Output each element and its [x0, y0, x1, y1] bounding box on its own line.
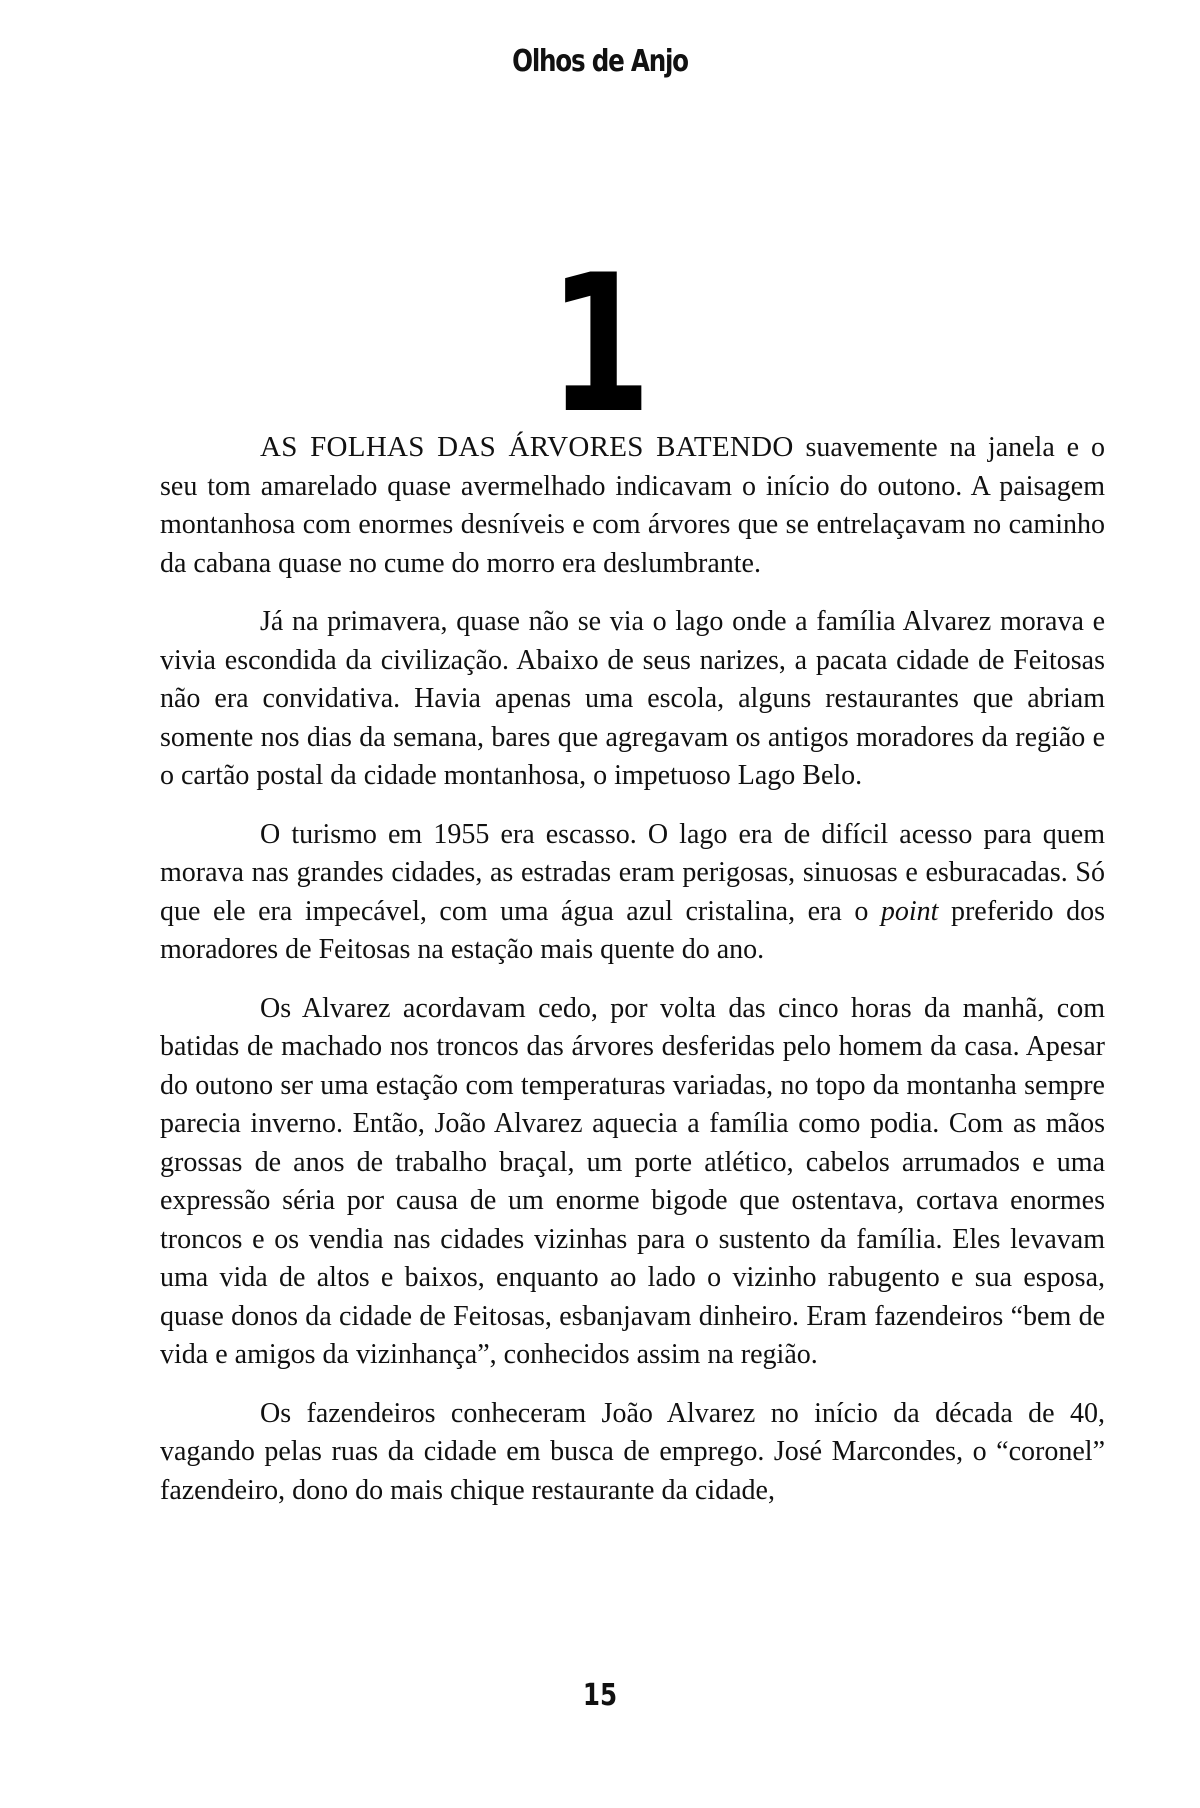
- page-number: 15: [582, 1678, 618, 1713]
- chapter-number: 1: [548, 234, 652, 455]
- paragraph: [160, 428, 1105, 583]
- paragraph: [160, 1395, 1105, 1511]
- paragraph-text: O turismo em 1955 era escasso. O lago era de difícil acesso para quem morava nas grandes cidades, as estradas eram perigosas, sinuosas e esburacadas. Só que ele era impecável, com uma água azul cristalina, era o: [160, 818, 1105, 927]
- paragraph-text: Já na primavera, quase não se via o lago onde a família Alvarez morava e vivia escondida da civilização. Abaixo de seus narizes, a pacata cidade de Feitosas não era convidativa. Havia apenas uma escola, alguns restaurantes que abriam somente nos dias da semana, bares que agregavam os antigos moradores da região e o cartão postal da cidade montanhosa, o impetuoso Lago Belo.: [160, 606, 1105, 791]
- chapter-body: [160, 428, 1105, 1530]
- paragraph-text: suavemente na janela e o seu tom amarelado quase avermelhado indicavam o início do outono. A paisagem montanhosa com enormes desníveis e com árvores que se entrelaçavam no caminho da cabana quase no cume do morro era deslumbrante.: [160, 432, 1105, 579]
- paragraph-lead-in: AS FOLHAS DAS ÁRVORES BATENDO: [260, 431, 794, 463]
- paragraph: [160, 990, 1105, 1375]
- running-header: Olhos de Anjo: [512, 44, 688, 79]
- paragraph-text: preferido dos moradores de Feitosas na estação mais quente do ano.: [160, 895, 1105, 965]
- paragraph: [160, 603, 1105, 796]
- italic-term: point: [880, 895, 939, 927]
- paragraph: [160, 816, 1105, 970]
- paragraph-text: Os Alvarez acordavam cedo, por volta das cinco horas da manhã, com batidas de machado nos troncos das árvores desferidas pelo homem da casa. Apesar do outono ser uma estação com temperaturas variadas, no topo da montanha sempre parecia inverno. Então, João Alvarez aquecia a família como podia. Com as mãos grossas de anos de trabalho braçal, um porte atlético, cabelos arrumados e uma expressão séria por causa de um enorme bigode que ostentava, cortava enormes troncos e os vendia nas cidades vizinhas para o sustento da família. Eles levavam uma vida de altos e baixos, enquanto ao lado o vizinho rabugento e sua esposa, quase donos da cidade de Feitosas, esbanjavam dinheiro. Eram fazendeiros “bem de vida e amigos da vizinhança”, conhecidos assim na região.: [160, 992, 1105, 1370]
- paragraph-text: Os fazendeiros conheceram João Alvarez no início da década de 40, vagando pelas ruas da cidade em busca de emprego. José Marcondes, o “coronel” fazendeiro, dono do mais chique restaurante da cidade,: [160, 1397, 1105, 1506]
